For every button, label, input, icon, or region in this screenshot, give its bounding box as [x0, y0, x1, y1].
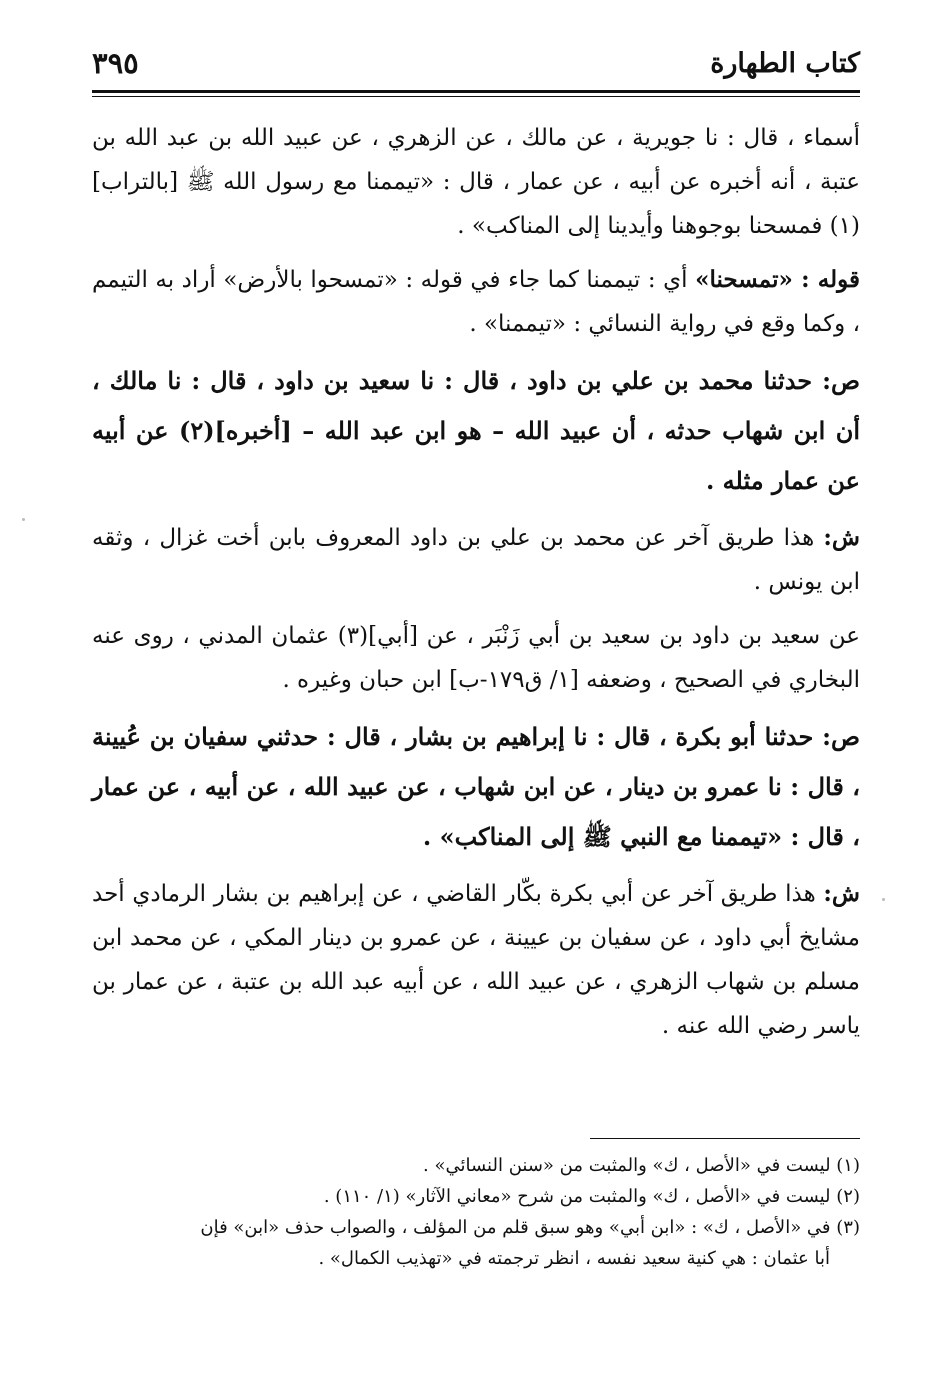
paragraph-text: حدثنا أبو بكرة ، قال : نا إبراهيم بن بشار ، قال : حدثني سفيان بن عُيينة ، قال : نا عمرو بن دينار ، عن ابن شهاب ، عن عبيد الله ، عن أبيه ، عن عمار ، قال : «تيممنا مع النبي ﷺ إلى المناكب» . — [92, 722, 860, 851]
header-rule-thick — [92, 90, 860, 93]
page-number: ٣٩٥ — [92, 46, 139, 80]
scan-speck — [22, 518, 25, 521]
footnote-3-continued: أبا عثمان : هي كنية سعيد نفسه ، انظر ترجمته في «تهذيب الكمال» . — [318, 1248, 830, 1269]
paragraph-text: حدثنا محمد بن علي بن داود ، قال : نا سعيد بن داود ، قال : نا مالك ، أن ابن شهاب حدثه ، أن عبيد الله – هو ابن عبد الله – [أخبره](٢) عن أبيه عن عمار مثله . — [92, 366, 860, 495]
scan-speck — [882, 898, 885, 901]
paragraph-lead: قوله : «تمسحنا» — [695, 266, 861, 293]
paragraph-hadith-sad-2 — [92, 712, 860, 862]
paragraph-commentary-shin-2 — [92, 872, 860, 1048]
paragraph-text: هذا طريق آخر عن أبي بكرة بكّار القاضي ، عن إبراهيم بن بشار الرمادي أحد مشايخ أبي داود ، عن سفيان بن عيينة ، عن عمرو بن دينار المكي ، عن محمد ابن مسلم بن شهاب الزهري ، عن عبيد الله ، عن أبيه عبد الله بن عتبة ، عن عمار بن ياسر رضي الله عنه . — [92, 881, 860, 1039]
paragraph-lead: ش: — [823, 524, 860, 551]
page-header — [92, 42, 860, 92]
paragraph-lead: ص: — [822, 366, 860, 395]
footnote-2: (٢) ليست في «الأصل ، ك» والمثبت من شرح «معاني الآثار» (١/ ١١٠) . — [323, 1186, 860, 1207]
paragraph-narrator-note — [92, 614, 860, 702]
footnote-3: (٣) في «الأصل ، ك» : «ابن أبي» وهو سبق قلم من المؤلف ، والصواب حذف «ابن» فإن — [200, 1217, 860, 1238]
paragraph-hadith-continued — [92, 116, 860, 248]
header-rule-thin — [92, 96, 860, 97]
paragraph-commentary-qawluh — [92, 258, 860, 346]
footnote-separator — [590, 1138, 860, 1139]
paragraph-text: هذا طريق آخر عن محمد بن علي بن داود المعروف بابن أخت غزال ، وثقه ابن يونس . — [92, 525, 860, 595]
chapter-title: كتاب الطهارة — [710, 48, 860, 79]
page-body — [92, 116, 860, 1048]
paragraph-text: عن سعيد بن داود بن سعيد بن أبي زَنْبَر ، عن [أبي](٣) عثمان المدني ، روى عنه البخاري في الصحيح ، وضعفه [١/ ق١٧٩-ب] ابن حبان وغيره . — [92, 623, 860, 693]
paragraph-lead: ص: — [822, 722, 860, 751]
paragraph-text: أسماء ، قال : نا جويرية ، عن مالك ، عن الزهري ، عن عبيد الله بن عبد الله بن عتبة ، أنه أخبره عن أبيه ، عن عمار ، قال : «تيممنا مع رسول الله ﷺ [بالتراب](١) فمسحنا بوجوهنا وأيدينا إلى المناكب» . — [92, 125, 860, 239]
paragraph-hadith-sad-1 — [92, 356, 860, 506]
paragraph-lead: ش: — [823, 880, 860, 907]
paragraph-text: أي : تيممنا كما جاء في قوله : «تمسحوا بالأرض» أراد به التيمم ، وكما وقع في رواية النسائي : «تيممنا» . — [92, 267, 860, 337]
footnote-1: (١) ليست في «الأصل ، ك» والمثبت من «سنن النسائي» . — [423, 1155, 860, 1176]
paragraph-commentary-shin-1 — [92, 516, 860, 604]
footnotes — [92, 1150, 860, 1274]
